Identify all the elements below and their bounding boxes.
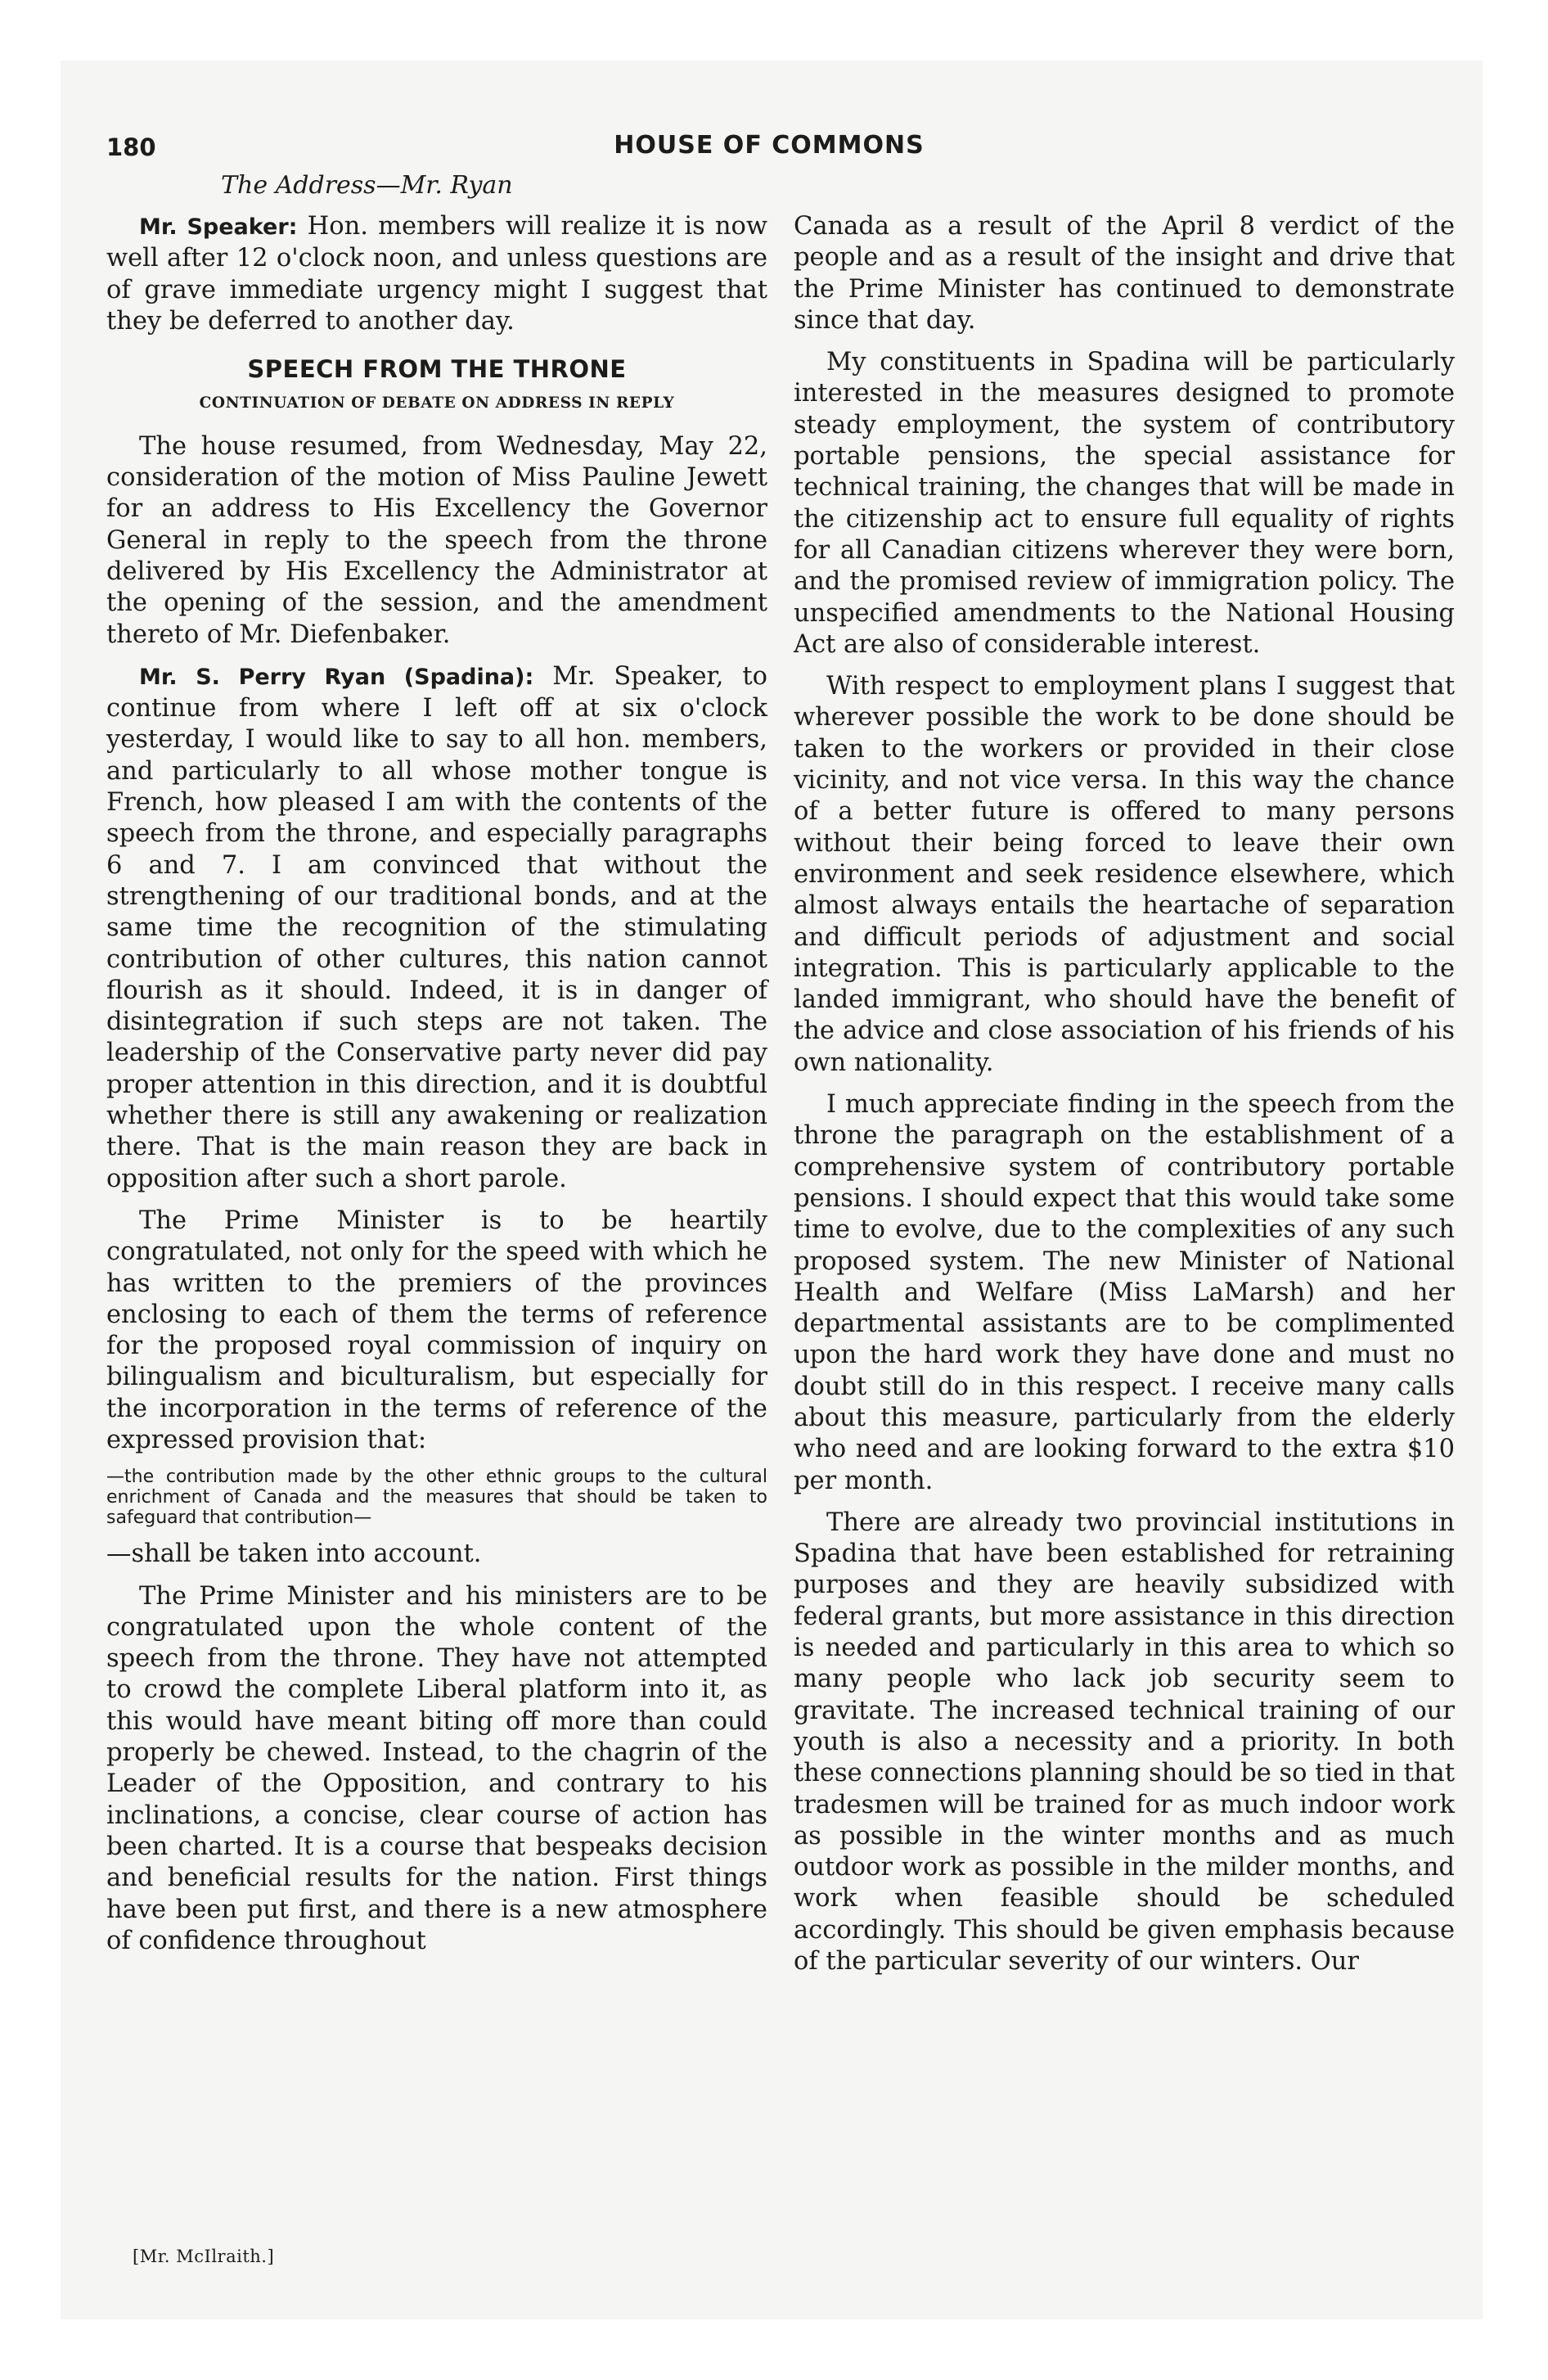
section-heading: SPEECH FROM THE THRONE bbox=[247, 355, 627, 384]
left-column bbox=[106, 211, 767, 1968]
block-quote: —the contribution made by the other ethnic groups to the cultural enrichment of Canada and the measures that should be taken to safeguard that contribution— bbox=[106, 1467, 767, 1529]
paragraph: Canada as a result of the April 8 verdict of the people and as a result of the insight and drive that the Prime Minister has continued to demonstrate since that day. bbox=[794, 212, 1455, 335]
page-subhead: The Address—Mr. Ryan bbox=[221, 171, 513, 200]
footer-attribution: [Mr. McIlraith.] bbox=[133, 2247, 275, 2266]
paragraph: My constituents in Spadina will be particularly interested in the measures designed to promote steady employment, the system of contributory portable pensions, the special assistance for technical training, the changes that will be made in the citizenship act to ensure full equality of rights for all Canadian citizens wherever they were born, and the promised review of immigration policy. The unspecified amendments to the National Housing Act are also of considerable interest. bbox=[794, 348, 1455, 659]
speaker-name: Mr. Speaker: bbox=[139, 214, 298, 240]
section-subheading: CONTINUATION OF DEBATE ON ADDRESS IN REPLY bbox=[199, 394, 675, 412]
right-column bbox=[794, 211, 1455, 1988]
speaker-paragraph bbox=[106, 661, 767, 1195]
paragraph: The Prime Minister and his ministers are to be congratulated upon the whole content of the speech from the throne. They have not attempted to crowd the complete Liberal platform into it, as this would have meant biting off more than could properly be chewed. Instead, to the chagrin of the Leader of the Opposition, and contrary to his inclinations, a concise, clear course of action has been charted. It is a course that bespeaks decision and beneficial results for the nation. First things have been put first, and there is a new atmosphere of confidence throughout bbox=[106, 1581, 767, 1955]
paragraph-text: Hon. members will realize it is now well after 12 o'clock noon, and unless questions are of grave immediate urgency might I suggest that they be deferred to another day. bbox=[106, 212, 768, 336]
speaker-name: Mr. S. Perry Ryan (Spadina): bbox=[139, 664, 534, 690]
paragraph: —shall be taken into account. bbox=[106, 1539, 482, 1569]
paragraph: The Prime Minister is to be heartily congratulated, not only for the speed with which he has written to the premiers of the provinces enclosing to each of them the terms of reference for the proposed royal commission of inquiry on bilingualism and biculturalism, but especially for the incorporation in the terms of reference of the expressed provision that: bbox=[106, 1206, 767, 1454]
paragraph-text: Mr. Speaker, to continue from where I left off at six o'clock yesterday, I would like to say to all hon. members, and particularly to all whose mother tongue is French, how pleased I am with the contents of the speech from the throne, and especially paragraphs 6 and 7. I am convinced that without the strengthening of our traditional bonds, and at the same time the recognition of the stimulating contribution of other cultures, this nation cannot flourish as it should. Indeed, it is in danger of disintegration if such steps are not taken. The leadership of the Conservative party never did pay proper attention in this direction, and it is doubtful whether there is still any awakening or realization there. That is the main reason they are back in opposition after such a short parole. bbox=[106, 661, 767, 1193]
paragraph: I much appreciate finding in the speech from the throne the paragraph on the establishment of a comprehensive system of contributory portable pensions. I should expect that this would take some time to evolve, due to the complexities of any such proposed system. The new Minister of National Health and Welfare (Miss LaMarsh) and her departmental assistants are to be complimented upon the hard work they have done and must no doubt still do in this respect. I receive many calls about this measure, particularly from the elderly who need and are looking forward to the extra $10 per month. bbox=[794, 1090, 1455, 1495]
speaker-paragraph bbox=[106, 211, 767, 337]
paragraph: With respect to employment plans I suggest that wherever possible the work to be done should be taken to the workers or provided in their close vicinity, and not vice versa. In this way the chance of a better future is offered to many persons without their being forced to leave their own environment and seek residence elsewhere, which almost always entails the heartache of separation and difficult periods of adjustment and social integration. This is particularly applicable to the landed immigrant, who should have the benefit of the advice and close association of his friends of his own nationality. bbox=[794, 672, 1455, 1077]
paragraph: There are already two provincial institutions in Spadina that have been established for retraining purposes and they are heavily subsidized with federal grants, but more assistance in this direction is needed and particularly in this area to which so many people who lack job security seem to gravitate. The increased technical training of our youth is also a necessity and a priority. In both these connections planning should be so tied in that tradesmen will be trained for as much indoor work as possible in the winter months and as much outdoor work as possible in the milder months, and work when feasible should be scheduled accordingly. This should be given emphasis because of the particular severity of our winters. Our bbox=[794, 1508, 1455, 1977]
paragraph: The house resumed, from Wednesday, May 22, consideration of the motion of Miss Pauline Jewett for an address to His Excellency the Governor General in reply to the speech from the throne delivered by His Excellency the Administrator at the opening of the session, and the amendment thereto of Mr. Diefenbaker. bbox=[106, 431, 767, 649]
page-number: 180 bbox=[106, 133, 156, 161]
running-head: HOUSE OF COMMONS bbox=[614, 131, 925, 160]
